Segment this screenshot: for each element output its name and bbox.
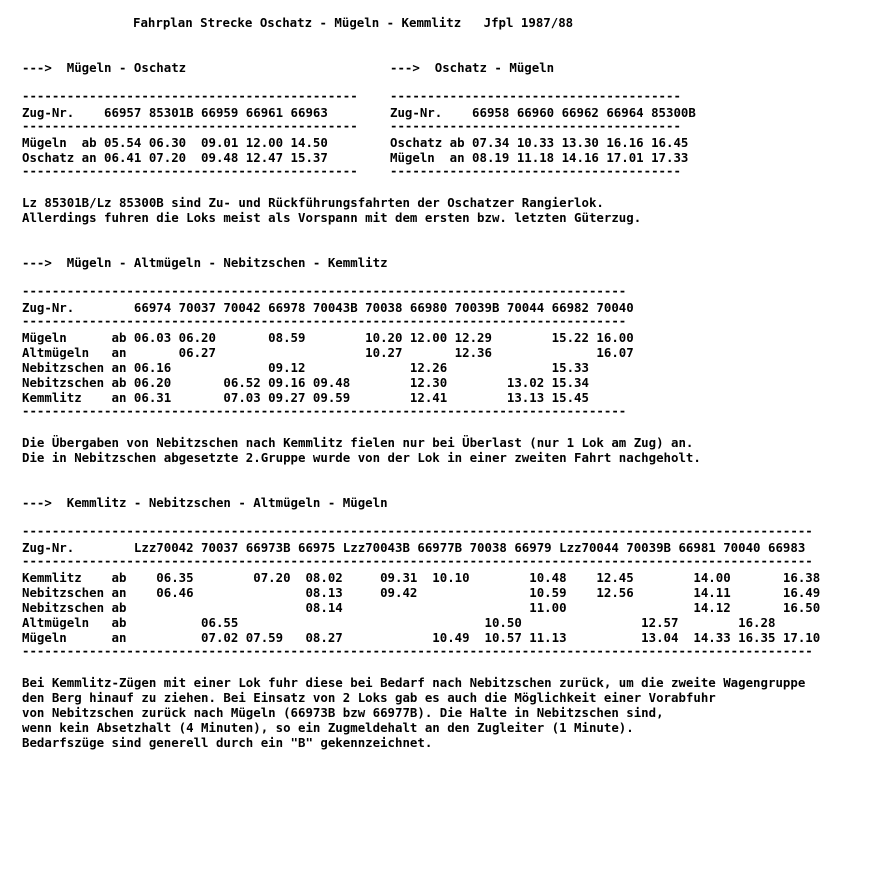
table3-rule-mid: ---------------------------------------------------------------------------------: [22, 313, 627, 328]
table3-row: Nebitzschen an 06.16 09.12 12.26 15.33: [22, 360, 589, 375]
note3-line: wenn kein Absetzhalt (4 Minuten), so ein Zugmeldehalt an den Zugleiter (1 Minute).: [22, 720, 634, 735]
table3-row: Nebitzschen ab 06.20 06.52 09.16 09.48 12.30 13.02 15.34: [22, 375, 589, 390]
table3-rule-top: ---------------------------------------------------------------------------------: [22, 283, 627, 298]
table2-row: Oschatz ab 07.34 10.33 13.30 16.16 16.45: [390, 135, 689, 150]
table1-heading: ---> Mügeln - Oschatz: [22, 60, 187, 75]
table4-heading: ---> Kemmlitz - Nebitzschen - Altmügeln - Mügeln: [22, 495, 388, 510]
table3-heading: ---> Mügeln - Altmügeln - Nebitzschen - Kemmlitz: [22, 255, 388, 270]
note2-line: Die in Nebitzschen abgesetzte 2.Gruppe wurde von der Lok in einer zweiten Fahrt nachgeholt.: [22, 450, 701, 465]
note3-line: Bedarfszüge sind generell durch ein "B" gekennzeichnet.: [22, 735, 433, 750]
table3-row: Kemmlitz an 06.31 07.03 09.27 09.59 12.41 13.13 15.45: [22, 390, 589, 405]
table1-rule-top: ---------------------------------------------: [22, 88, 358, 103]
document-title: Fahrplan Strecke Oschatz - Mügeln - Kemmlitz Jfpl 1987/88: [133, 15, 574, 30]
table1-header: Zug-Nr. 66957 85301B 66959 66961 66963: [22, 105, 328, 120]
table4-row: Altmügeln ab 06.55 10.50 12.57 16.28: [22, 615, 776, 630]
table3-row: Altmügeln an 06.27 10.27 12.36 16.07: [22, 345, 634, 360]
table4-rule-top: ----------------------------------------------------------------------------------------------------------: [22, 523, 813, 538]
note1-line: Allerdings fuhren die Loks meist als Vorspann mit dem ersten bzw. letzten Güterzug.: [22, 210, 642, 225]
table4-row: Nebitzschen an 06.46 08.13 09.42 10.59 12.56 14.11 16.49: [22, 585, 821, 600]
note1-line: Lz 85301B/Lz 85300B sind Zu- und Rückführungsfahrten der Oschatzer Rangierlok.: [22, 195, 604, 210]
note3-line: von Nebitzschen zurück nach Mügeln (66973B bzw 66977B). Die Halte in Nebitzschen sind,: [22, 705, 664, 720]
table2-row: Mügeln an 08.19 11.18 14.16 17.01 17.33: [390, 150, 689, 165]
table4-rule-bottom: ----------------------------------------------------------------------------------------------------------: [22, 643, 813, 658]
table4-row: Mügeln an 07.02 07.59 08.27 10.49 10.57 11.13 13.04 14.33 16.35 17.10: [22, 630, 821, 645]
table3-row: Mügeln ab 06.03 06.20 08.59 10.20 12.00 12.29 15.22 16.00: [22, 330, 634, 345]
table1-rule-bottom: ---------------------------------------------: [22, 163, 358, 178]
table1-row: Oschatz an 06.41 07.20 09.48 12.47 15.37: [22, 150, 328, 165]
table2-rule-mid: ---------------------------------------: [390, 118, 681, 133]
table3-rule-bottom: ---------------------------------------------------------------------------------: [22, 403, 627, 418]
table4-header: Zug-Nr. Lzz70042 70037 66973B 66975 Lzz70043B 66977B 70038 66979 Lzz70044 70039B 66981 70040 66983: [22, 540, 806, 555]
table1-row: Mügeln ab 05.54 06.30 09.01 12.00 14.50: [22, 135, 328, 150]
table3-header: Zug-Nr. 66974 70037 70042 66978 70043B 70038 66980 70039B 70044 66982 70040: [22, 300, 634, 315]
note3-line: den Berg hinauf zu ziehen. Bei Einsatz von 2 Loks gab es auch die Möglichkeit einer Vorabfuhr: [22, 690, 716, 705]
table2-header: Zug-Nr. 66958 66960 66962 66964 85300B: [390, 105, 696, 120]
note3-line: Bei Kemmlitz-Zügen mit einer Lok fuhr diese bei Bedarf nach Nebitzschen zurück, um die zweite Wagengruppe: [22, 675, 806, 690]
table1-rule-mid: ---------------------------------------------: [22, 118, 358, 133]
table4-row: Nebitzschen ab 08.14 11.00 14.12 16.50: [22, 600, 821, 615]
table2-rule-bottom: ---------------------------------------: [390, 163, 681, 178]
table4-rule-mid: ----------------------------------------------------------------------------------------------------------: [22, 553, 813, 568]
table4-row: Kemmlitz ab 06.35 07.20 08.02 09.31 10.10 10.48 12.45 14.00 16.38: [22, 570, 821, 585]
table2-rule-top: ---------------------------------------: [390, 88, 681, 103]
table2-heading: ---> Oschatz - Mügeln: [390, 60, 555, 75]
note2-line: Die Übergaben von Nebitzschen nach Kemmlitz fielen nur bei Überlast (nur 1 Lok am Zug) an.: [22, 435, 694, 450]
